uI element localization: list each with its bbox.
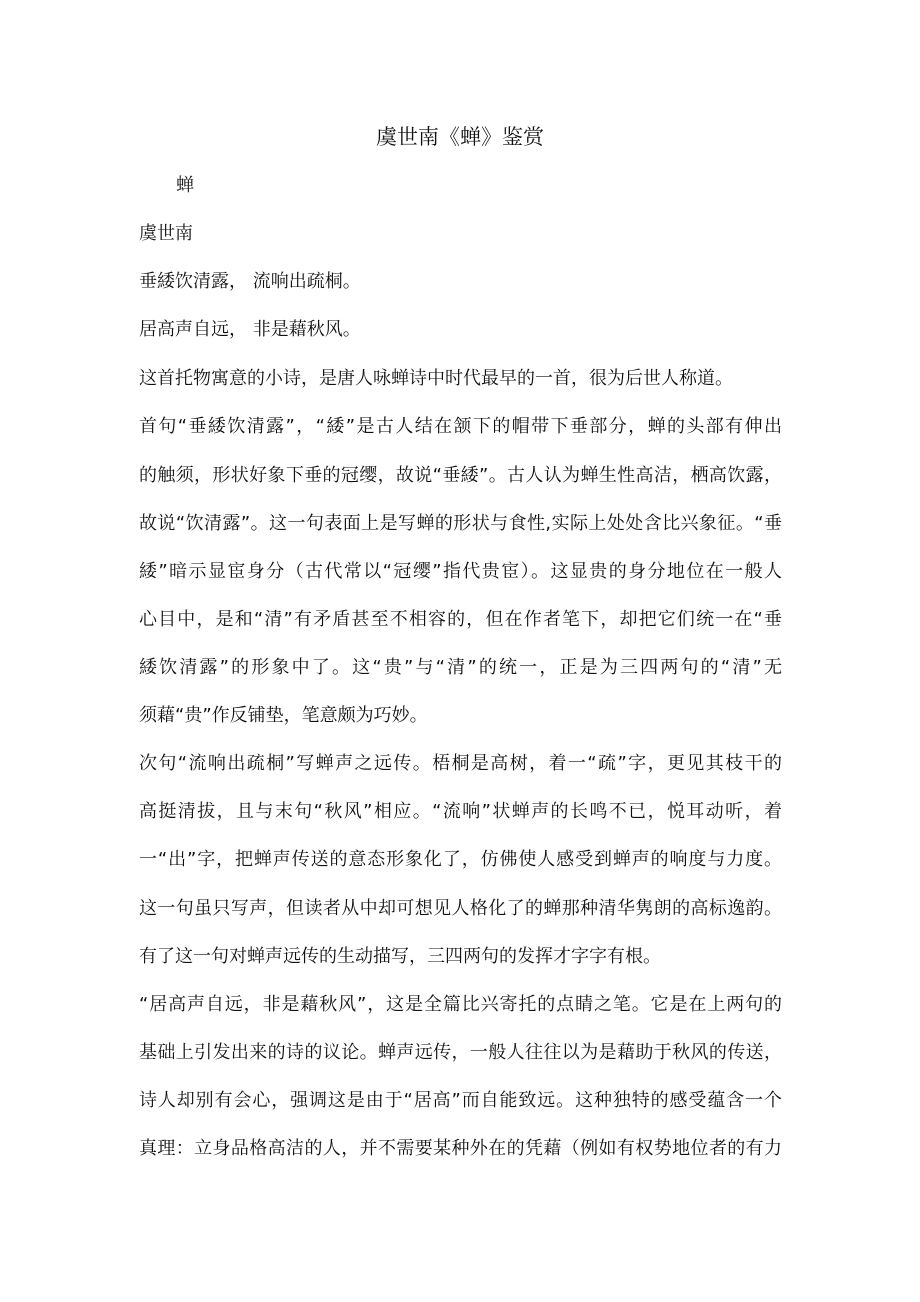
paragraph-line: 这首托物寓意的小诗，是唐人咏蝉诗中时代最早的一首，很为后世人称道。 [139,368,733,389]
paragraph-line: 有了这一句对蝉声远传的生动描写，三四两句的发挥才字字有根。 [139,946,661,967]
paragraph-line: 心目中，是和“清”有矛盾甚至不相容的，但在作者笔下，却把它们统一在“垂 [139,609,782,630]
paragraph-line: “居高声自远，非是藉秋风”，这是全篇比兴寄托的点睛之笔。它是在上两句的 [139,994,782,1015]
paragraph-line: 高挺清拔，且与末句“秋风”相应。“流响”状蝉声的长鸣不已，悦耳动听，着 [139,801,782,822]
paragraph-line: 基础上引发出来的诗的议论。蝉声远传，一般人往往以为是藉助于秋风的传送， [139,1042,782,1063]
paragraph-line: 首句“垂緌饮清露”，“緌”是古人结在颔下的帽带下垂部分，蝉的头部有伸出 [139,416,782,437]
paragraph-line: 须藉“贵”作反铺垫，笔意颇为巧妙。 [139,705,428,726]
paragraph-line: 次句“流响出疏桐”写蝉声之远传。梧桐是高树，着一“疏”字，更见其枝干的 [139,753,782,774]
paragraph-line: 一“出”字，把蝉声传送的意态形象化了，仿佛使人感受到蝉声的响度与力度。 [139,849,782,870]
poem-title: 蝉 [176,175,194,196]
paragraph-line: 緌饮清露”的形象中了。这“贵”与“清”的统一，正是为三四两句的“清”无 [139,657,782,678]
paragraph-line: 緌”暗示显宦身分（古代常以“冠缨”指代贵宦）。这显贵的身分地位在一般人 [139,561,782,582]
poem-line-1: 垂緌饮清露， 流响出疏桐。 [139,271,361,292]
paragraph-line: 这一句虽只写声，但读者从中却可想见人格化了的蝉那种清华隽朗的高标逸韵。 [139,898,782,919]
poem-author: 虞世南 [139,223,193,244]
paragraph-line: 诗人却别有会心，强调这是由于“居高”而自能致远。这种独特的感受蕴含一个 [139,1090,782,1111]
paragraph-line: 故说“饮清露”。这一句表面上是写蝉的形状与食性,实际上处处含比兴象征。“垂 [139,513,782,534]
document-title: 虞世南《蝉》鉴赏 [376,125,544,149]
poem-line-2: 居高声自远， 非是藉秋风。 [139,319,361,340]
paragraph-line: 的触须，形状好象下垂的冠缨，故说“垂緌”。古人认为蝉生性高洁，栖高饮露， [139,465,782,486]
paragraph-line: 真理：立身品格高洁的人，并不需要某种外在的凭藉（例如有权势地位者的有力 [139,1138,782,1159]
